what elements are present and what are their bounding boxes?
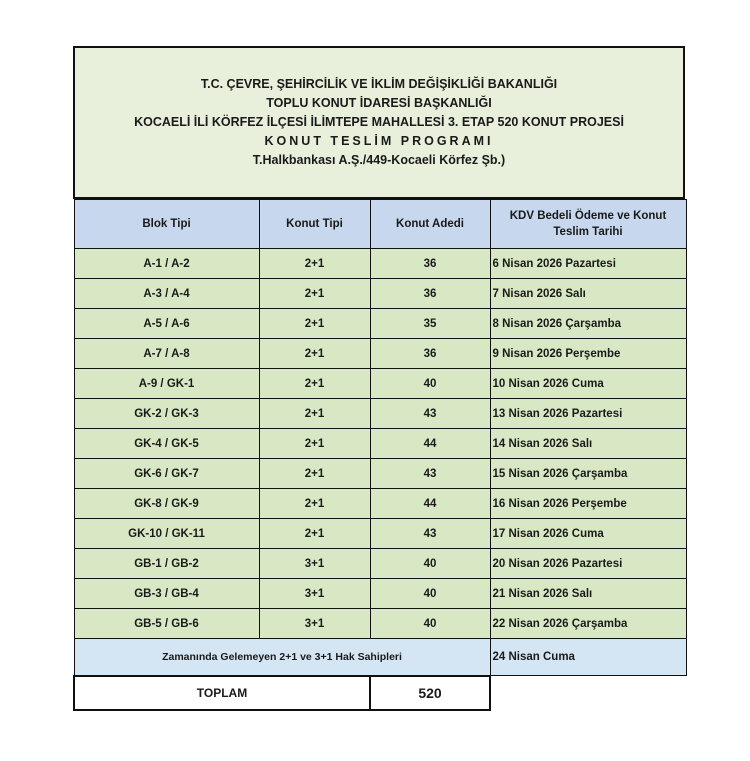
table-row	[74, 609, 686, 639]
cell-konut-adedi: 40	[370, 549, 490, 579]
cell-konut-adedi: 40	[370, 609, 490, 639]
table-row	[74, 369, 686, 399]
col-header-blok-tipi: Blok Tipi	[74, 200, 259, 249]
cell-blok-tipi: A-3 / A-4	[74, 279, 259, 309]
table-row	[74, 249, 686, 279]
cell-konut-adedi: 43	[370, 459, 490, 489]
delivery-table	[73, 199, 687, 711]
table-row	[74, 459, 686, 489]
project-title: KOCAELİ İLİ KÖRFEZ İLÇESİ İLİMTEPE MAHALLESİ 3. ETAP 520 KONUT PROJESİ	[134, 115, 624, 129]
cell-teslim-tarihi: 6 Nisan 2026 Pazartesi	[490, 249, 686, 279]
cell-blok-tipi: GK-10 / GK-11	[74, 519, 259, 549]
table-row	[74, 489, 686, 519]
table-row	[74, 549, 686, 579]
table-row	[74, 519, 686, 549]
cell-blok-tipi: GK-8 / GK-9	[74, 489, 259, 519]
col-header-konut-adedi: Konut Adedi	[370, 200, 490, 249]
document-header	[73, 46, 685, 199]
cell-blok-tipi: GB-5 / GB-6	[74, 609, 259, 639]
col-header-teslim-tarihi: KDV Bedeli Ödeme ve Konut Teslim Tarihi	[490, 200, 686, 249]
cell-konut-adedi: 44	[370, 429, 490, 459]
total-row	[74, 676, 686, 710]
cell-blok-tipi: GB-1 / GB-2	[74, 549, 259, 579]
cell-konut-tipi: 2+1	[259, 459, 370, 489]
cell-teslim-tarihi: 14 Nisan 2026 Salı	[490, 429, 686, 459]
cell-konut-tipi: 2+1	[259, 429, 370, 459]
cell-konut-adedi: 44	[370, 489, 490, 519]
cell-konut-adedi: 40	[370, 369, 490, 399]
cell-teslim-tarihi: 15 Nisan 2026 Çarşamba	[490, 459, 686, 489]
cell-konut-tipi: 2+1	[259, 309, 370, 339]
cell-konut-adedi: 36	[370, 249, 490, 279]
delivery-schedule-document	[73, 46, 685, 711]
ministry-title: T.C. ÇEVRE, ŞEHİRCİLİK VE İKLİM DEĞİŞİKLİĞİ BAKANLIĞI	[200, 77, 558, 91]
cell-teslim-tarihi: 22 Nisan 2026 Çarşamba	[490, 609, 686, 639]
table-row	[74, 279, 686, 309]
table-row	[74, 399, 686, 429]
bank-branch: T.Halkbankası A.Ş./449-Kocaeli Körfez Şb.)	[252, 153, 506, 167]
cell-teslim-tarihi: 8 Nisan 2026 Çarşamba	[490, 309, 686, 339]
cell-blok-tipi: GB-3 / GB-4	[74, 579, 259, 609]
total-empty-cell	[490, 676, 686, 710]
table-header-row	[74, 200, 686, 249]
total-value: 520	[370, 676, 490, 710]
table-row	[74, 429, 686, 459]
cell-blok-tipi: GK-6 / GK-7	[74, 459, 259, 489]
cell-blok-tipi: A-1 / A-2	[74, 249, 259, 279]
cell-konut-tipi: 2+1	[259, 369, 370, 399]
cell-teslim-tarihi: 21 Nisan 2026 Salı	[490, 579, 686, 609]
cell-konut-tipi: 3+1	[259, 579, 370, 609]
cell-blok-tipi: A-7 / A-8	[74, 339, 259, 369]
cell-teslim-tarihi: 13 Nisan 2026 Pazartesi	[490, 399, 686, 429]
administration-title: TOPLU KONUT İDARESİ BAŞKANLIĞI	[266, 96, 492, 110]
late-owners-date: 24 Nisan Cuma	[490, 639, 686, 676]
table-row	[74, 339, 686, 369]
cell-konut-tipi: 2+1	[259, 249, 370, 279]
cell-teslim-tarihi: 7 Nisan 2026 Salı	[490, 279, 686, 309]
cell-konut-tipi: 2+1	[259, 279, 370, 309]
table-row	[74, 579, 686, 609]
cell-blok-tipi: A-9 / GK-1	[74, 369, 259, 399]
cell-teslim-tarihi: 16 Nisan 2026 Perşembe	[490, 489, 686, 519]
program-title: KONUT TESLİM PROGRAMI	[264, 134, 494, 148]
cell-teslim-tarihi: 9 Nisan 2026 Perşembe	[490, 339, 686, 369]
cell-konut-tipi: 2+1	[259, 339, 370, 369]
cell-konut-adedi: 43	[370, 519, 490, 549]
cell-konut-adedi: 40	[370, 579, 490, 609]
cell-teslim-tarihi: 20 Nisan 2026 Pazartesi	[490, 549, 686, 579]
col-header-konut-tipi: Konut Tipi	[259, 200, 370, 249]
cell-blok-tipi: GK-2 / GK-3	[74, 399, 259, 429]
late-owners-row	[74, 639, 686, 676]
cell-teslim-tarihi: 17 Nisan 2026 Cuma	[490, 519, 686, 549]
cell-konut-tipi: 2+1	[259, 489, 370, 519]
cell-konut-tipi: 2+1	[259, 399, 370, 429]
cell-konut-adedi: 36	[370, 339, 490, 369]
cell-konut-tipi: 3+1	[259, 549, 370, 579]
cell-konut-adedi: 43	[370, 399, 490, 429]
cell-blok-tipi: GK-4 / GK-5	[74, 429, 259, 459]
cell-konut-adedi: 35	[370, 309, 490, 339]
cell-konut-tipi: 3+1	[259, 609, 370, 639]
cell-teslim-tarihi: 10 Nisan 2026 Cuma	[490, 369, 686, 399]
cell-konut-adedi: 36	[370, 279, 490, 309]
late-owners-label: Zamanında Gelemeyen 2+1 ve 3+1 Hak Sahipleri	[74, 639, 490, 676]
table-row	[74, 309, 686, 339]
total-label: TOPLAM	[74, 676, 370, 710]
cell-konut-tipi: 2+1	[259, 519, 370, 549]
cell-blok-tipi: A-5 / A-6	[74, 309, 259, 339]
